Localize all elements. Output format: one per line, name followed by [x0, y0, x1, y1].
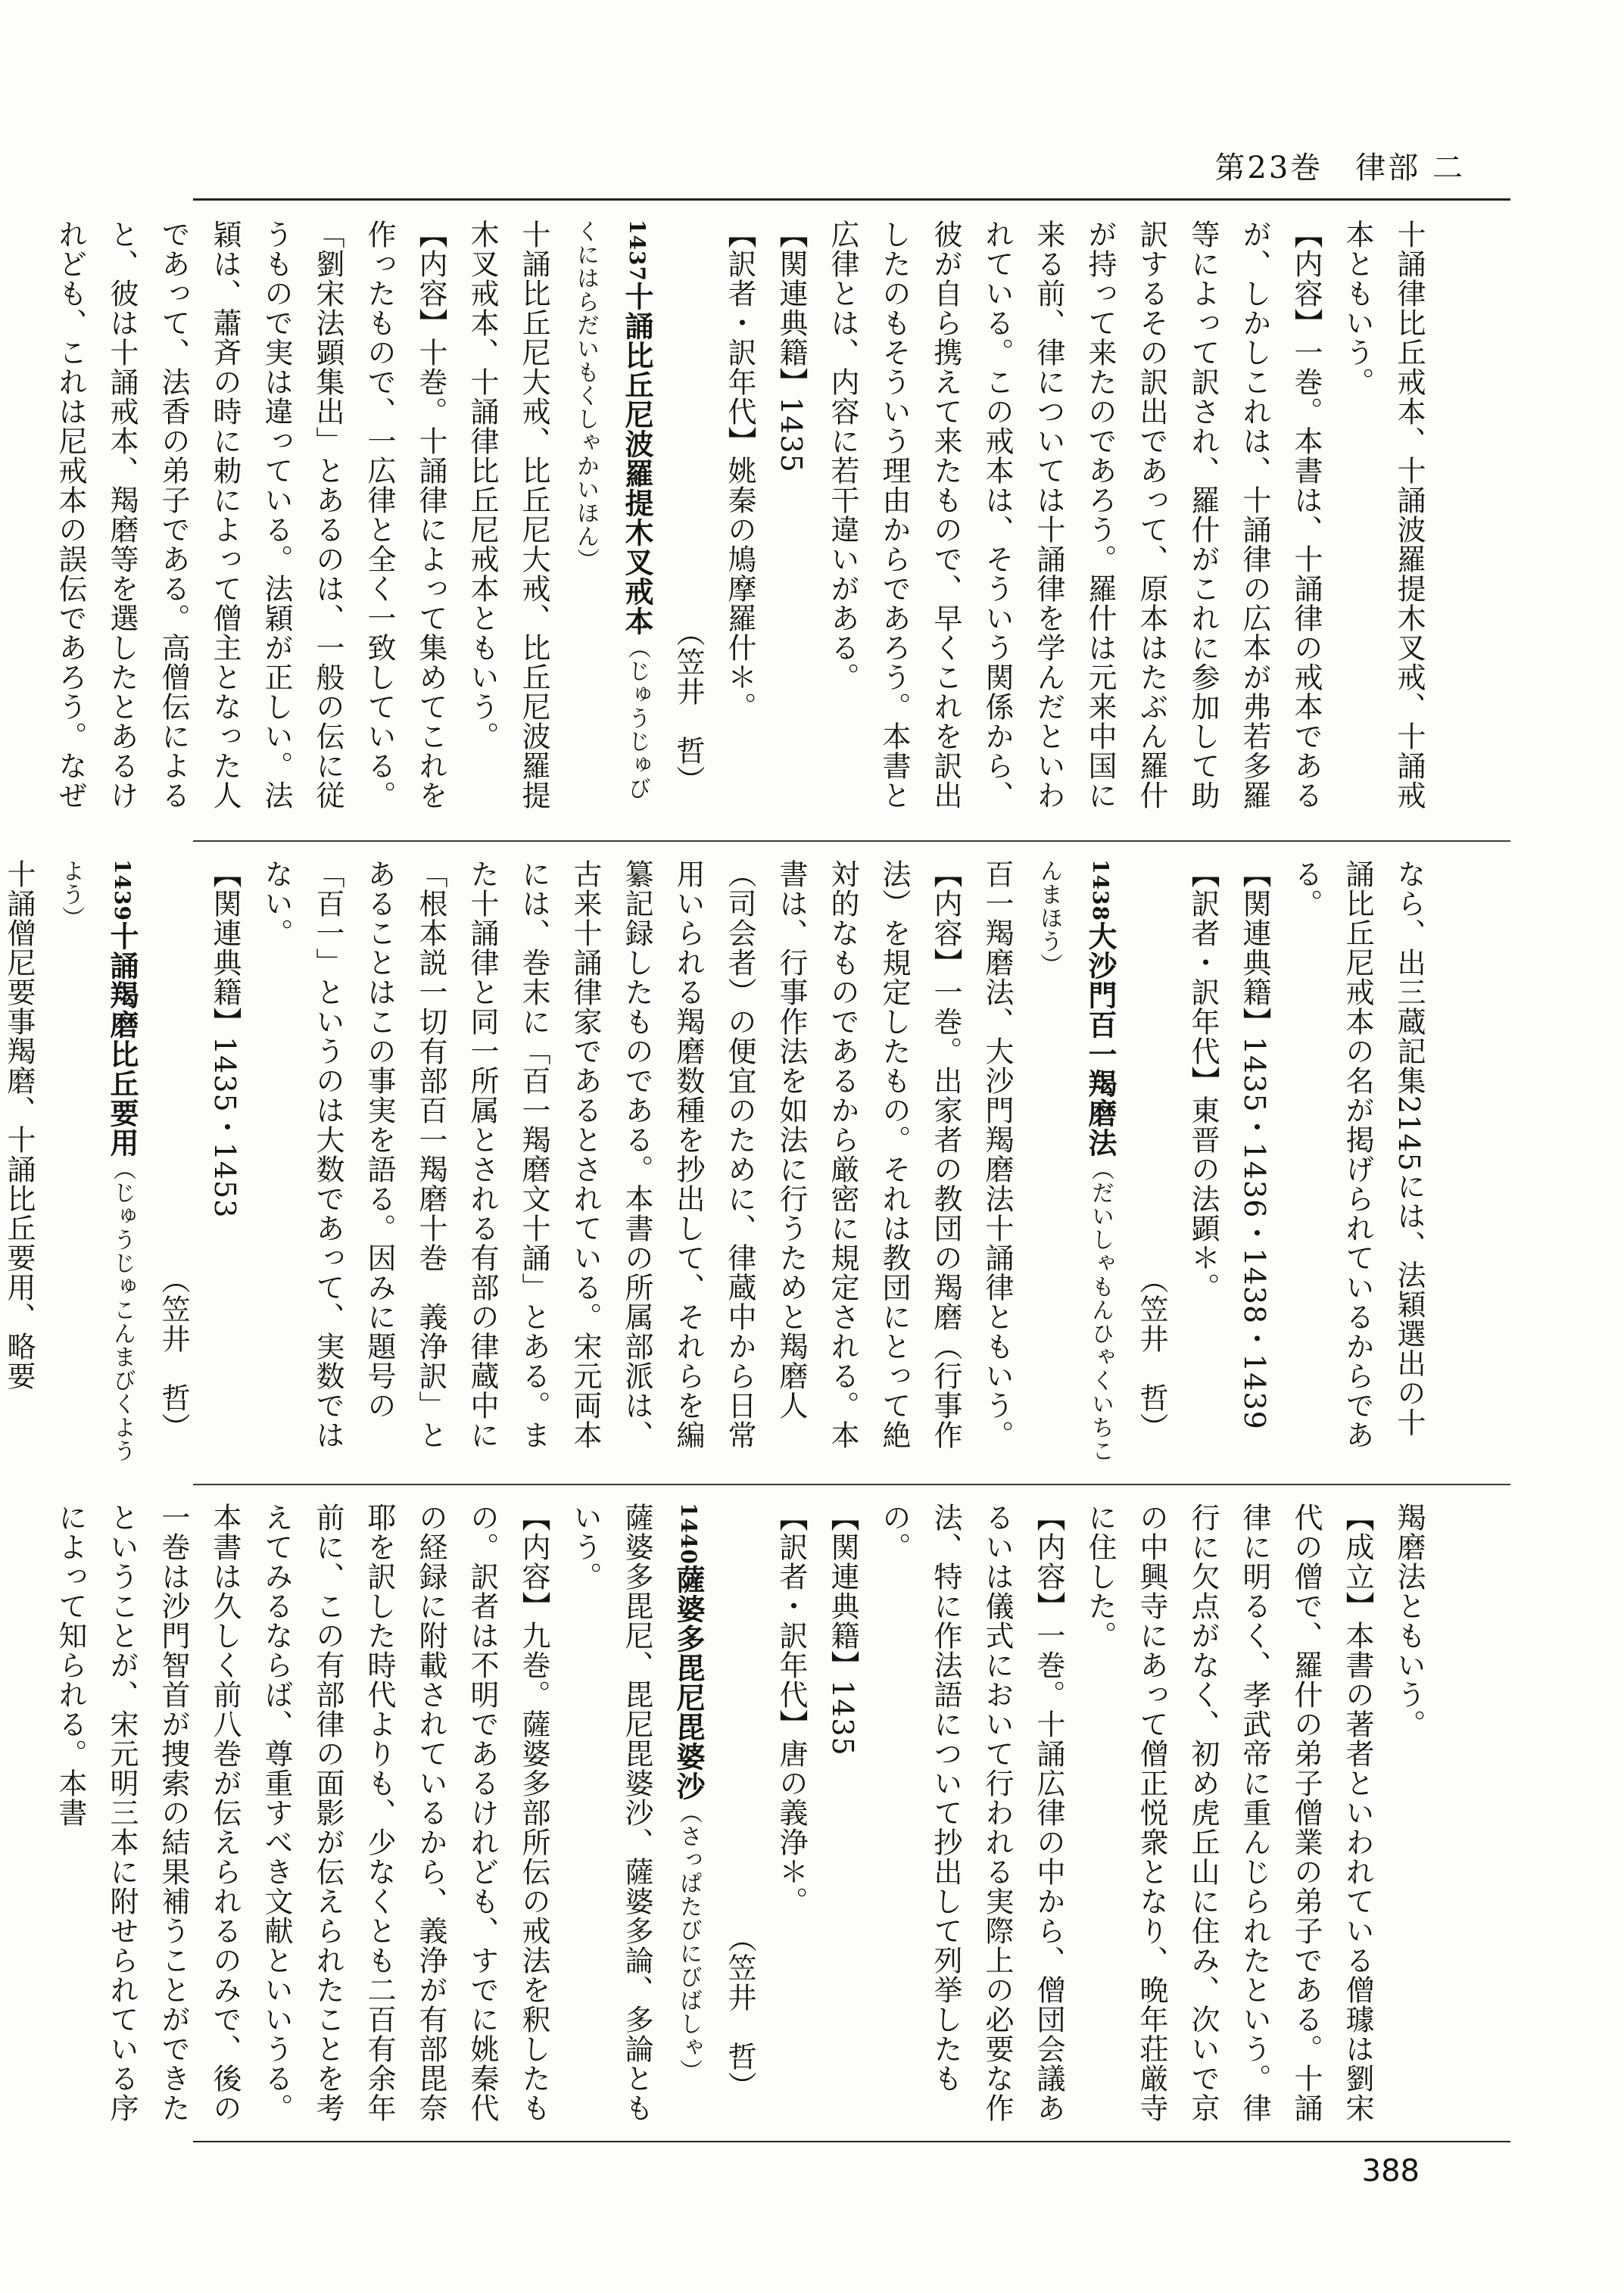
entry-number: 1438 — [1088, 859, 1113, 921]
related-texts: 【関連典籍】1435・1436・1438・1439 — [1238, 859, 1271, 1430]
entry-number: 1439 — [110, 859, 135, 921]
entry-heading — [45, 859, 148, 1465]
translator: 【訳者・訳年代】東晋の法顕＊。 — [1186, 859, 1220, 1302]
text-band-1 — [54, 220, 1435, 818]
entry-heading — [662, 1503, 714, 2123]
text-band-2 — [2, 859, 1435, 1465]
related-texts: 【関連典籍】1435・1453 — [208, 859, 242, 1219]
entry-title: 大沙門百一羯磨法 — [1083, 921, 1117, 1157]
entry-number: 1437 — [625, 220, 650, 282]
paragraph: 十誦僧尼要事羯磨、十誦比丘要用、略要 — [2, 859, 36, 1391]
running-title: 第23巻 律部 二 — [1214, 151, 1465, 185]
entry-reading: （じゅうじゅこんまびくようよう） — [58, 859, 136, 1463]
author-credit: （笠井 哲） — [723, 1924, 756, 2101]
related-texts: 【関連典籍】1435 — [826, 1503, 859, 1756]
entry-reading: （じゅうじゅびくにはらだいもくしゃかいほん） — [572, 220, 650, 800]
paragraph: 薩婆多毘尼、毘尼毘婆沙、薩婆多論、多論ともいう。 — [569, 1503, 653, 2123]
text-band-3 — [54, 1503, 1435, 2123]
author-credit: （笠井 哲） — [1135, 1265, 1168, 1442]
paragraph: 【成立】本書の著者といわれている僧璩は劉宋代の僧で、羅什の弟子僧業の弟子である。十誦律に明るく、孝武帝に重んじられたという。律行に欠点がなく、初め虎丘山に住み、次いで京の中興寺にあって僧正悦衆となり、晩年荘厳寺に住した。 — [1083, 1503, 1374, 2123]
entry-heading — [1023, 859, 1126, 1465]
related-texts: 【関連典籍】1435 — [775, 220, 808, 473]
paragraph: 【内容】一巻。十誦広律の中から、僧団会議あるいは儀式において行われる実際上の必要な作法、特に作法語について抄出して列挙したもの。 — [877, 1503, 1065, 2123]
translator: 【訳者・訳年代】唐の義浄＊。 — [775, 1503, 808, 1916]
entry-number: 1440 — [676, 1503, 701, 1565]
author-credit: （笠井 哲） — [157, 1265, 190, 1442]
entry-title: 薩婆多毘尼毘婆沙 — [672, 1564, 706, 1801]
author-credit: （笠井 哲） — [672, 618, 705, 795]
entry-reading: （だいしゃもんひゃくいちこんまほう） — [1036, 859, 1114, 1463]
paragraph: 【内容】九巻。薩婆多部所伝の戒法を釈したもの。訳者は不明であるけれども、すでに姚秦代の経録に附載されているから、義浄が有部毘奈耶を訳した時代よりも、少なくとも二百有余年前に、この有部律の面影が伝えられたことを考えてみるならば、尊重すべき文献といいうる。本書は久しく前八巻が伝えられるのみで、後の一巻は沙門智首が捜索の結果補うことができたということが、宋元明三本に附せられている序によって知られる。本書 — [54, 1503, 550, 2123]
band-divider — [193, 1484, 1510, 1485]
entry-reading: （さっぱたびにびばしゃ） — [675, 1800, 702, 2083]
paragraph: 十誦律比丘戒本、十誦波羅提木叉戒、十誦戒本ともいう。 — [1341, 220, 1426, 810]
paragraph: 羯磨法ともいう。 — [1392, 1503, 1426, 1739]
band-divider — [193, 840, 1510, 842]
page-number: 388 — [1361, 2154, 1420, 2189]
entry-title: 十誦羯磨比丘要用 — [105, 921, 139, 1157]
translator: 【訳者・訳年代】姚秦の鳩摩羅什＊。 — [723, 220, 756, 721]
paragraph: 【内容】十巻。十誦律によって集めてこれを作ったもので、一広律と全く一致している。「劉宋法顕集出」とあるのは、一般の伝に従うもので実は違っている。法穎が正しい。法穎は、蕭斉の時に勅によって僧主となった人であって、法香の弟子である。高僧伝によると、彼は十誦戒本、羯磨等を選したとあるけれども、これは尼戒本の誤伝であろう。なぜ — [54, 220, 447, 810]
bottom-rule — [193, 2141, 1510, 2142]
paragraph: 【内容】一巻。出家者の教団の羯磨（行事作法）を規定したもの。それは教団にとって絶対的なものであるから厳密に規定される。本書は、行事作法を如法に行うためと羯磨人（司会者）の便宜のために、律蔵中から日常用いられる羯磨数種を抄出して、それらを編纂記録したものである。本書の所属部派は、古来十誦律家であるとされている。宋元両本には、巻末に「百一羯磨文十誦」とある。また十誦律と同一所属とされる有部の律蔵中に「根本説一切有部百一羯磨十巻 義浄訳」とあることはこの事実を語る。因みに題号の「百一」というのは大数であって、実数ではない。 — [260, 859, 962, 1450]
top-rule — [193, 198, 1510, 201]
entry-title: 十誦比丘尼波羅提木叉戒本 — [620, 281, 654, 636]
paragraph: 百一羯磨法、大沙門羯磨法十誦律ともいう。 — [980, 859, 1014, 1450]
paragraph: 【内容】一巻。本書は、十誦律の戒本であるが、しかしこれは、十誦律の広本が弗若多羅等によって訳され、羅什がこれに参加して助訳するその訳出であって、原本はたぶん羅什が持って来たのであろう。羅什は元来中国に来る前、律については十誦律を学んだといわれている。この戒本は、そういう関係から、彼が自ら携えて来たもので、早くこれを訳出したのもそういう理由からであろう。本書と広律とは、内容に若干違いがある。 — [826, 220, 1323, 810]
paragraph: なら、出三蔵記集2145には、法穎選出の十誦比丘尼戒本の名が掲げられているからである。 — [1289, 859, 1426, 1450]
entry-heading — [560, 220, 662, 818]
paragraph: 十誦比丘尼大戒、比丘尼大戒、比丘尼波羅提木叉戒本、十誦律比丘尼戒本ともいう。 — [466, 220, 550, 810]
